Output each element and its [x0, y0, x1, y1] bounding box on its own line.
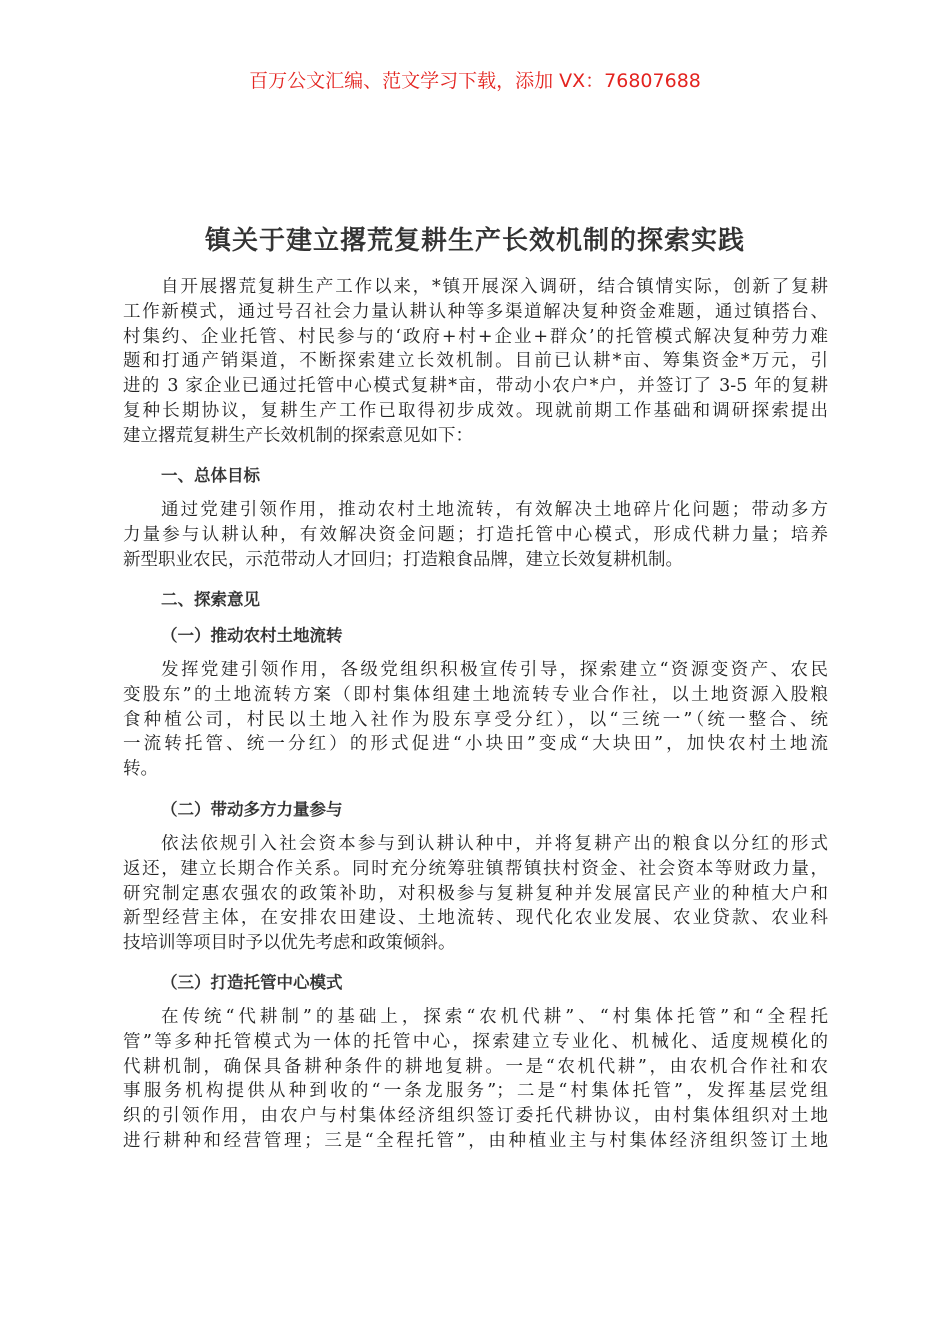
document-title: 镇关于建立撂荒复耕生产长效机制的探索实践 — [204, 226, 745, 256]
heading-overall-goal: 一、总体目标 — [161, 466, 260, 485]
text-line: 进行耕种和经营管理；三是“全程托管”，由种植业主与村集体经济组织签订土地 — [123, 1130, 828, 1151]
text-line: 转。 — [123, 759, 158, 780]
text-line: 食种植公司，村民以土地入社作为股东享受分红），以“三统一”（统一整合、统 — [123, 709, 828, 730]
text-line: 自开展撂荒复耕生产工作以来，*镇开展深入调研，结合镇情实际，创新了复耕 — [161, 277, 828, 297]
text-line: 新型职业农民，示范带动人才回归；打造粮食品牌，建立长效复耕机制。 — [123, 549, 683, 570]
text-line: 一流转托管、统一分红）的形式促进“小块田”变成“大块田”，加快农村土地流 — [123, 734, 828, 755]
paragraph-multi-party — [123, 832, 828, 956]
text-line: 题和打通产销渠道，不断探索建立长效机制。目前已认耕*亩、筹集资金*万元，引 — [123, 351, 828, 372]
subheading-custody-center: （三）打造托管中心模式 — [161, 973, 343, 992]
text-line: 通过党建引领作用，推动农村土地流转，有效解决土地碎片化问题；带动多方 — [161, 500, 828, 520]
subheading-multi-party: （二）带动多方力量参与 — [161, 800, 343, 819]
text-line: 织的引领作用，由农户与村集体经济组织签订委托代耕协议，由村集体组织对土地 — [123, 1106, 828, 1127]
text-line: 变股东”的土地流转方案（即村集体组建土地流转专业合作社，以土地资源入股粮 — [123, 684, 828, 705]
text-line: 技培训等项目时予以优先考虑和政策倾斜。 — [123, 933, 456, 954]
text-line: 在传统“代耕制”的基础上，探索“农机代耕”、“村集体托管”和“全程托 — [161, 1007, 828, 1027]
text-line: 研究制定惠农强农的政策补助，对积极参与复耕复种并发展富民产业的种植大户和 — [123, 883, 828, 904]
text-line: 复种长期协议，复耕生产工作已取得初步成效。现就前期工作基础和调研探索提出 — [123, 400, 828, 421]
text-line: 村集约、企业托管、村民参与的‘政府+村+企业+群众’的托管模式解决复种劳力难 — [123, 326, 828, 347]
text-line: 力量参与认耕认种，有效解决资金问题；打造托管中心模式，形成代耕力量；培养 — [123, 524, 828, 545]
text-line: 进的 3 家企业已通过托管中心模式复耕*亩，带动小农户*户，并签订了 3-5 年的复耕 — [123, 376, 828, 397]
paragraph-intro — [123, 275, 828, 449]
text-line: 工作新模式，通过号召社会力量认耕认种等多渠道解决复种资金难题，通过镇搭台、 — [123, 301, 828, 322]
text-line: 发挥党建引领作用，各级党组织积极宣传引导，探索建立“资源变资产、农民 — [161, 660, 828, 680]
paragraph-custody-center — [123, 1005, 828, 1154]
text-line: 返还，建立长期合作关系。同时充分统筹驻镇帮镇扶村资金、社会资本等财政力量， — [123, 858, 828, 879]
text-line: 依法依规引入社会资本参与到认耕认种中，并将复耕产出的粮食以分红的形式 — [161, 834, 828, 854]
text-line: 管”等多种托管模式为一体的托管中心，探索建立专业化、机械化、适度规模化的 — [123, 1031, 828, 1052]
subheading-land-transfer: （一）推动农村土地流转 — [161, 626, 343, 645]
paragraph-goal — [123, 498, 828, 572]
text-line: 事服务机构提供从种到收的“一条龙服务”；二是“村集体托管”，发挥基层党组 — [123, 1081, 828, 1102]
paragraph-land-transfer — [123, 658, 828, 782]
heading-opinions: 二、探索意见 — [161, 590, 260, 609]
text-line: 建立撂荒复耕生产长效机制的探索意见如下： — [123, 425, 473, 446]
text-line: 代耕机制，确保具备耕种条件的耕地复耕。一是“农机代耕”，由农机合作社和农 — [123, 1056, 828, 1077]
watermark-banner: 百万公文汇编、范文学习下载，添加 VX：76807688 — [249, 70, 701, 92]
text-line: 新型经营主体，在安排农田建设、土地流转、现代化农业发展、农业贷款、农业科 — [123, 908, 828, 929]
